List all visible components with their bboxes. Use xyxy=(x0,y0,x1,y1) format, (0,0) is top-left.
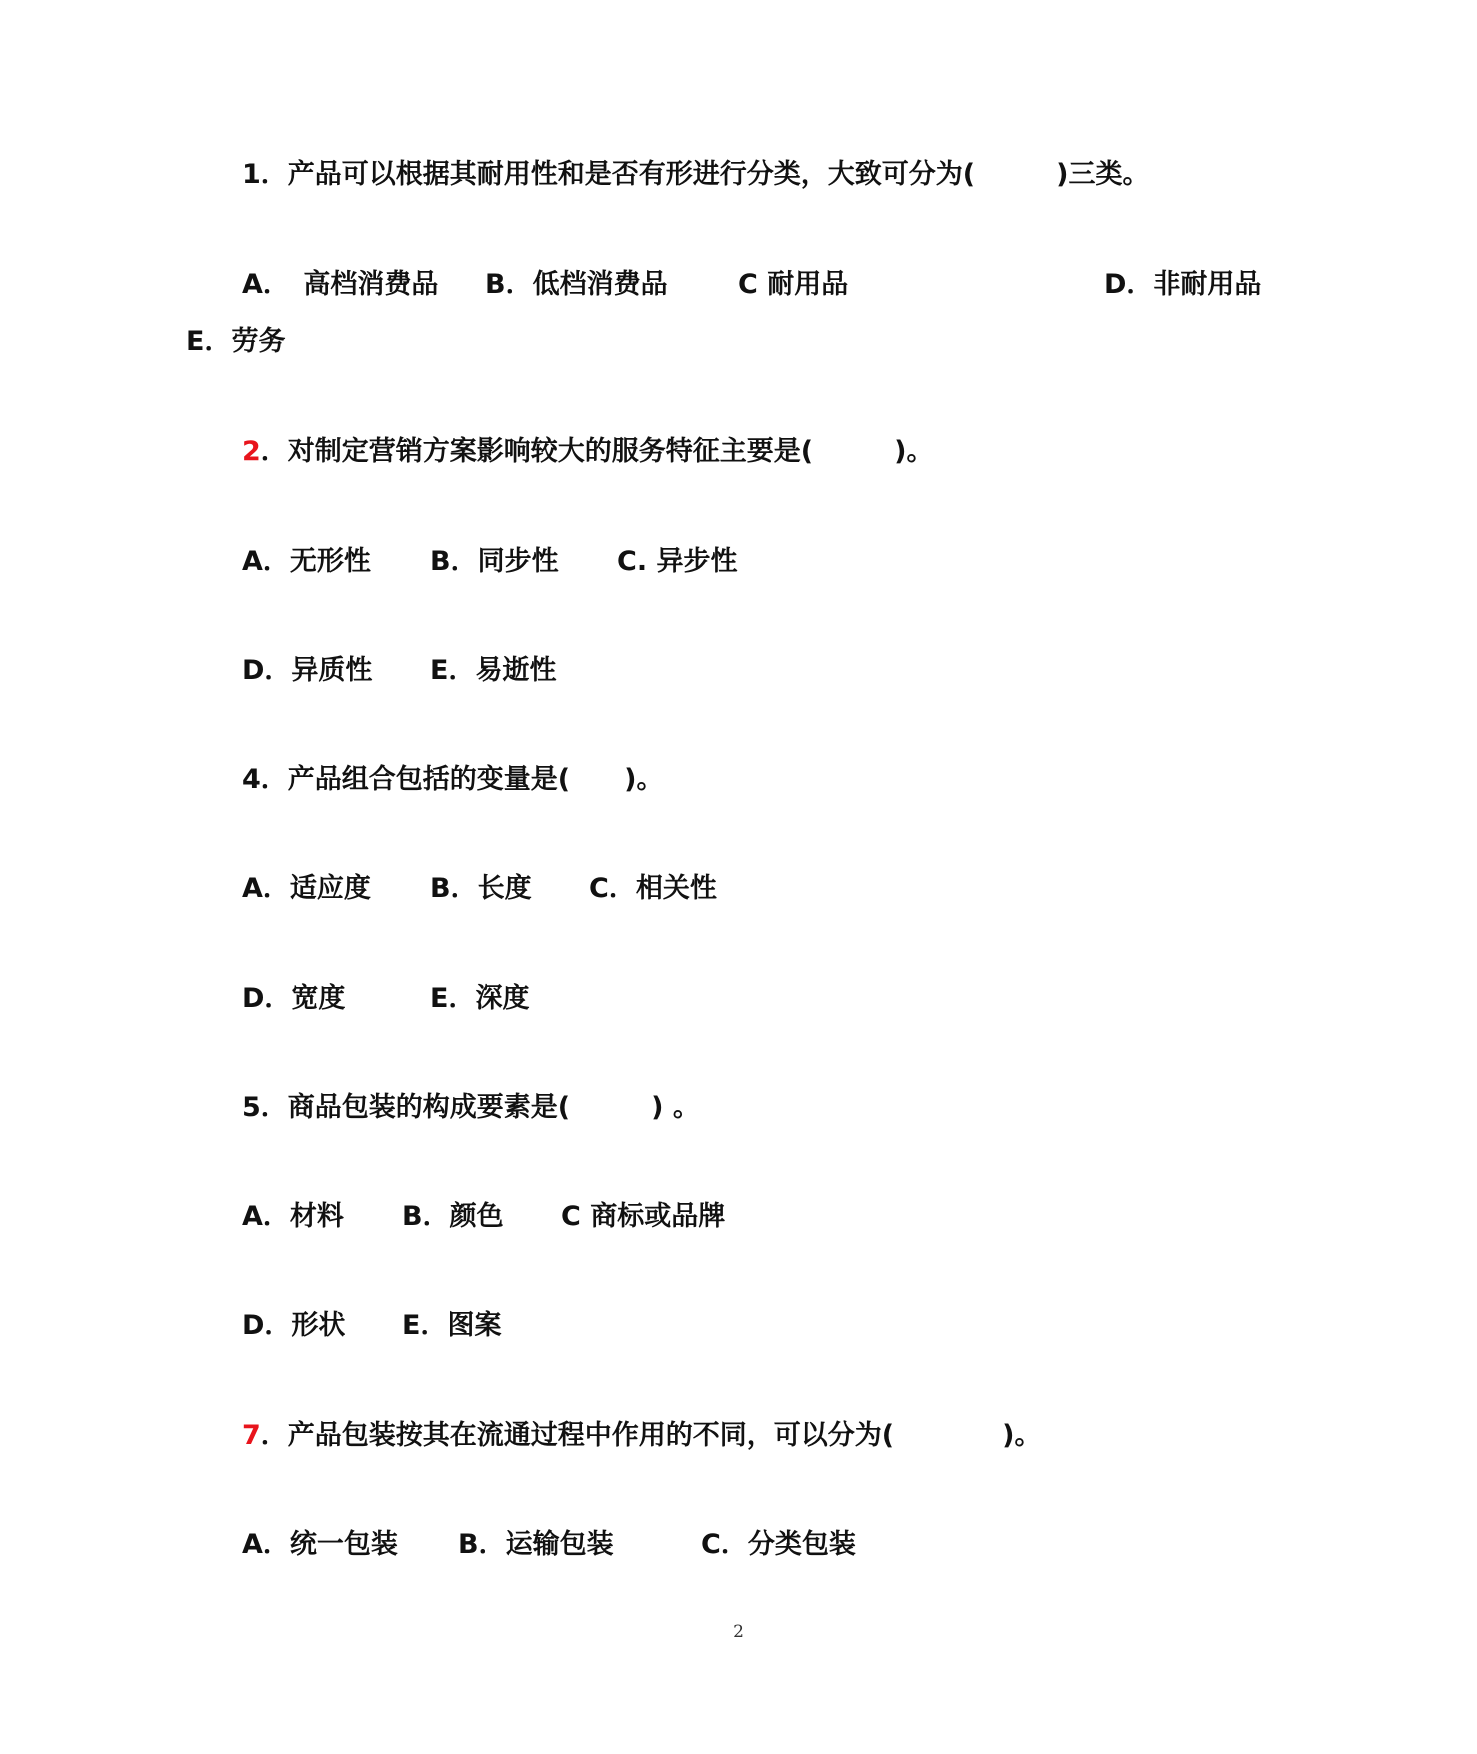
question-7 xyxy=(242,1419,1041,1453)
question-stem: ．产品包装按其在流通过程中作用的不同，可以分为( )。 xyxy=(260,1420,1042,1451)
question-1 xyxy=(242,158,1149,192)
option-c: C．相关性 xyxy=(589,873,717,904)
option-a: A．统一包装 xyxy=(242,1529,398,1560)
question-2 xyxy=(242,435,933,469)
option-a: A． 高档消费品 xyxy=(242,269,439,300)
question-number: 4 xyxy=(242,764,261,795)
option-e: E．易逝性 xyxy=(430,655,557,686)
option-d: D．形状 xyxy=(242,1310,346,1341)
option-a: A．无形性 xyxy=(242,546,371,577)
question-number: 5 xyxy=(242,1092,261,1123)
question-number: 7 xyxy=(242,1420,261,1451)
option-c: C．分类包装 xyxy=(701,1529,856,1560)
option-e: E．劳务 xyxy=(186,326,286,357)
option-a: A．材料 xyxy=(242,1201,344,1232)
page-number: 2 xyxy=(733,1622,744,1642)
option-d: D．非耐用品 xyxy=(1104,269,1262,300)
option-d: D．异质性 xyxy=(242,655,373,686)
option-d: D．宽度 xyxy=(242,983,346,1014)
option-c: C. 异步性 xyxy=(617,546,738,577)
option-c: C 耐用品 xyxy=(738,269,849,300)
option-b: B．同步性 xyxy=(430,546,559,577)
question-stem: ．对制定营销方案影响较大的服务特征主要是( )。 xyxy=(260,436,934,467)
option-b: B．颜色 xyxy=(402,1201,504,1232)
question-4 xyxy=(242,763,663,797)
question-number: 2 xyxy=(242,436,261,467)
question-5 xyxy=(242,1091,700,1125)
option-b: B．长度 xyxy=(430,873,532,904)
question-number: 1 xyxy=(242,159,261,190)
option-e: E．深度 xyxy=(430,983,530,1014)
option-a: A．适应度 xyxy=(242,873,371,904)
question-stem: ．产品组合包括的变量是( )。 xyxy=(260,764,664,795)
question-stem: ．商品包装的构成要素是( ) 。 xyxy=(260,1092,700,1123)
question-stem: ．产品可以根据其耐用性和是否有形进行分类，大致可分为( )三类。 xyxy=(260,159,1150,190)
option-b: B．低档消费品 xyxy=(485,269,668,300)
option-b: B．运输包装 xyxy=(458,1529,614,1560)
option-e: E．图案 xyxy=(402,1310,502,1341)
option-c: C 商标或品牌 xyxy=(561,1201,726,1232)
